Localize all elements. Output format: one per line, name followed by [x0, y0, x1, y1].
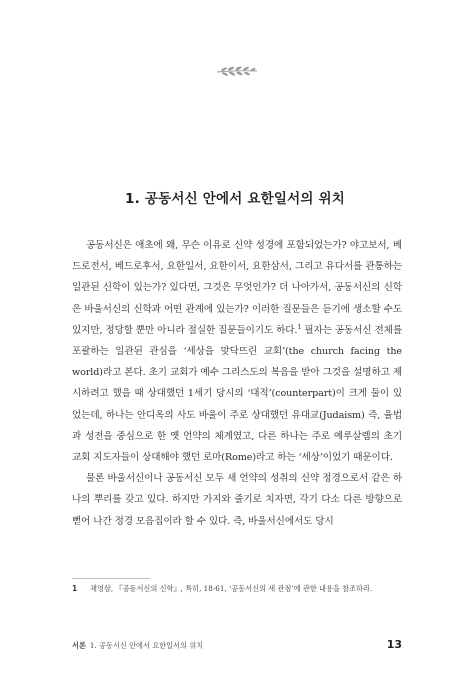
section-heading: 1. 공동서신 안에서 요한일서의 위치	[125, 191, 345, 207]
page-number: 13	[386, 638, 402, 651]
paragraph-text: 물론 바울서신이나 공동서신 모두 새 언약의 성취의 신약 정경으로서 같은 하나의 뿌리를 갖고 있다. 하지만 가지와 줄기로 치자면, 각기 다소 다른 방향으로 뻗어 나간 정경 모음집이라 할 수 있다. 즉, 바울서신에서도 당시	[72, 473, 402, 527]
body-paragraph	[72, 235, 402, 468]
running-section: 서론	[72, 641, 86, 650]
footnote	[72, 583, 402, 594]
body-paragraph	[72, 468, 402, 532]
page-footer	[72, 638, 402, 651]
laurel-branch-icon	[215, 64, 259, 78]
footnote-number: 1	[72, 584, 78, 593]
running-footer	[72, 641, 203, 651]
paragraph-text: 공동서신은 애초에 왜, 무슨 이유로 신약 성경에 포함되었는가? 야고보서, 베드로전서, 베드로후서, 요한일서, 요한이서, 요한삼서, 그리고 유다서를 관통하는 일관된 신학이 있는가? 있다면, 그것은 무엇인가? 더 나아가서, 공동서신의 신학은 바울서신의 신학과 어떤 관계에 있는가? 이러한 질문들은 듣기에 생소할 수도 있지만, 정당할 뿐만 아니라 절실한 질문들이기도 하다.	[72, 240, 402, 336]
footnote-reference: 1	[297, 322, 302, 331]
footnote-divider	[72, 578, 150, 579]
paragraph-text: 필자는 공동서신 전체를 포괄하는 일관된 관심을 ‘세상을 맞닥뜨린 교회’(the church facing the world)라고 본다. 초기 교회가 예수 그리스도의 복음을 받아 그것을 설명하고 제시하려고 했을 때 상대했던 1세기 당시의 ‘대적’(counterpart)이 크게 둘이 있었는데, 하나는 안디옥의 사도 바울이 주로 상대했던 유대교(Judaism) 즉, 율법과 성전을 중심으로 한 옛 언약의 체계였고, 다른 하나는 주로 예루살렘의 초기 교회 지도자들이 상대해야 했던 로마(Rome)라고 하는 ‘세상’이었기 때문이다.	[72, 324, 402, 464]
running-title: 1. 공동서신 안에서 요한일서의 위치	[89, 641, 204, 650]
body-text	[72, 235, 402, 532]
footnote-text: 채영삼, 『공동서신의 신학』, 특히, 18-61, ‘공동서신의 새 관점’에 관한 내용을 참조하라.	[90, 584, 373, 593]
